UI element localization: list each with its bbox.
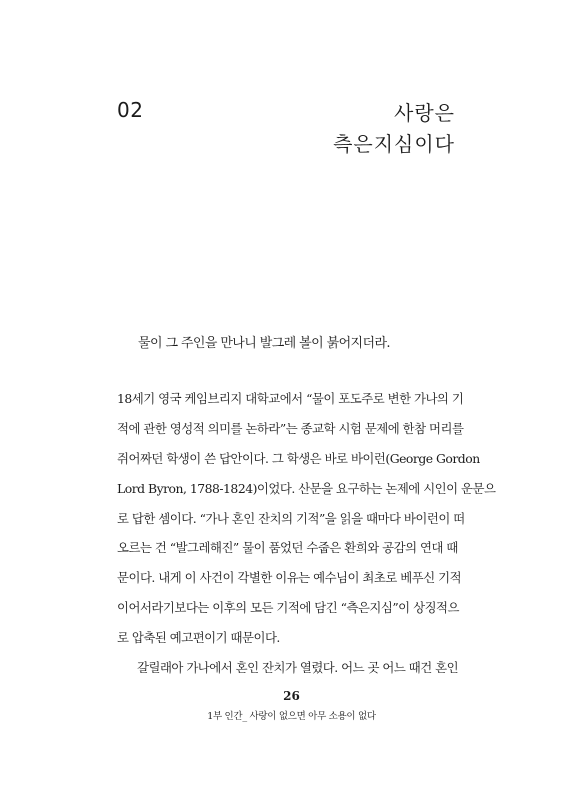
body-line-6: 오르는 건 “발그레해진” 물이 품었던 수줍은 환희와 공감의 연대 때 bbox=[117, 540, 458, 556]
running-footer: 1부 인간_ 사랑이 없으면 아무 소용이 없다 bbox=[207, 711, 376, 722]
body-text bbox=[117, 384, 496, 683]
body-line-10: 갈릴래아 가나에서 혼인 잔치가 열렸다. 어느 곳 어느 때건 혼인 bbox=[137, 660, 459, 676]
body-line-3: 쥐어짜던 학생이 쓴 답안이다. 그 학생은 바로 바이런(George Gordon bbox=[117, 450, 480, 466]
page-number: 26 bbox=[283, 689, 300, 703]
chapter-number: 02 bbox=[117, 98, 144, 122]
chapter-title-line1: 사랑은 bbox=[394, 101, 455, 125]
body-line-8: 이어서라기보다는 이후의 모든 기적에 담긴 “측은지심”이 상징적으 bbox=[117, 600, 459, 616]
chapter-title bbox=[333, 98, 455, 160]
epigraph: 물이 그 주인을 만나니 발그레 볼이 붉어지더라. bbox=[138, 336, 390, 351]
body-line-2: 적에 관한 영성적 의미를 논하라”는 종교학 시험 문제에 한참 머리를 bbox=[117, 420, 464, 436]
chapter-title-line2: 측은지심이다 bbox=[333, 132, 455, 156]
body-line-5: 로 답한 셈이다. “가나 혼인 잔치의 기적”을 읽을 때마다 바이런이 떠 bbox=[117, 510, 465, 526]
body-line-9: 로 압축된 예고편이기 때문이다. bbox=[117, 630, 280, 646]
body-line-1: 18세기 영국 케임브리지 대학교에서 “물이 포도주로 변한 가나의 기 bbox=[117, 391, 464, 406]
body-line-4: Lord Byron, 1788-1824)이었다. 산문을 요구하는 논제에 시인이 운문으 bbox=[117, 480, 496, 496]
body-line-7: 문이다. 내게 이 사건이 각별한 이유는 예수님이 최초로 베푸신 기적 bbox=[117, 570, 462, 586]
